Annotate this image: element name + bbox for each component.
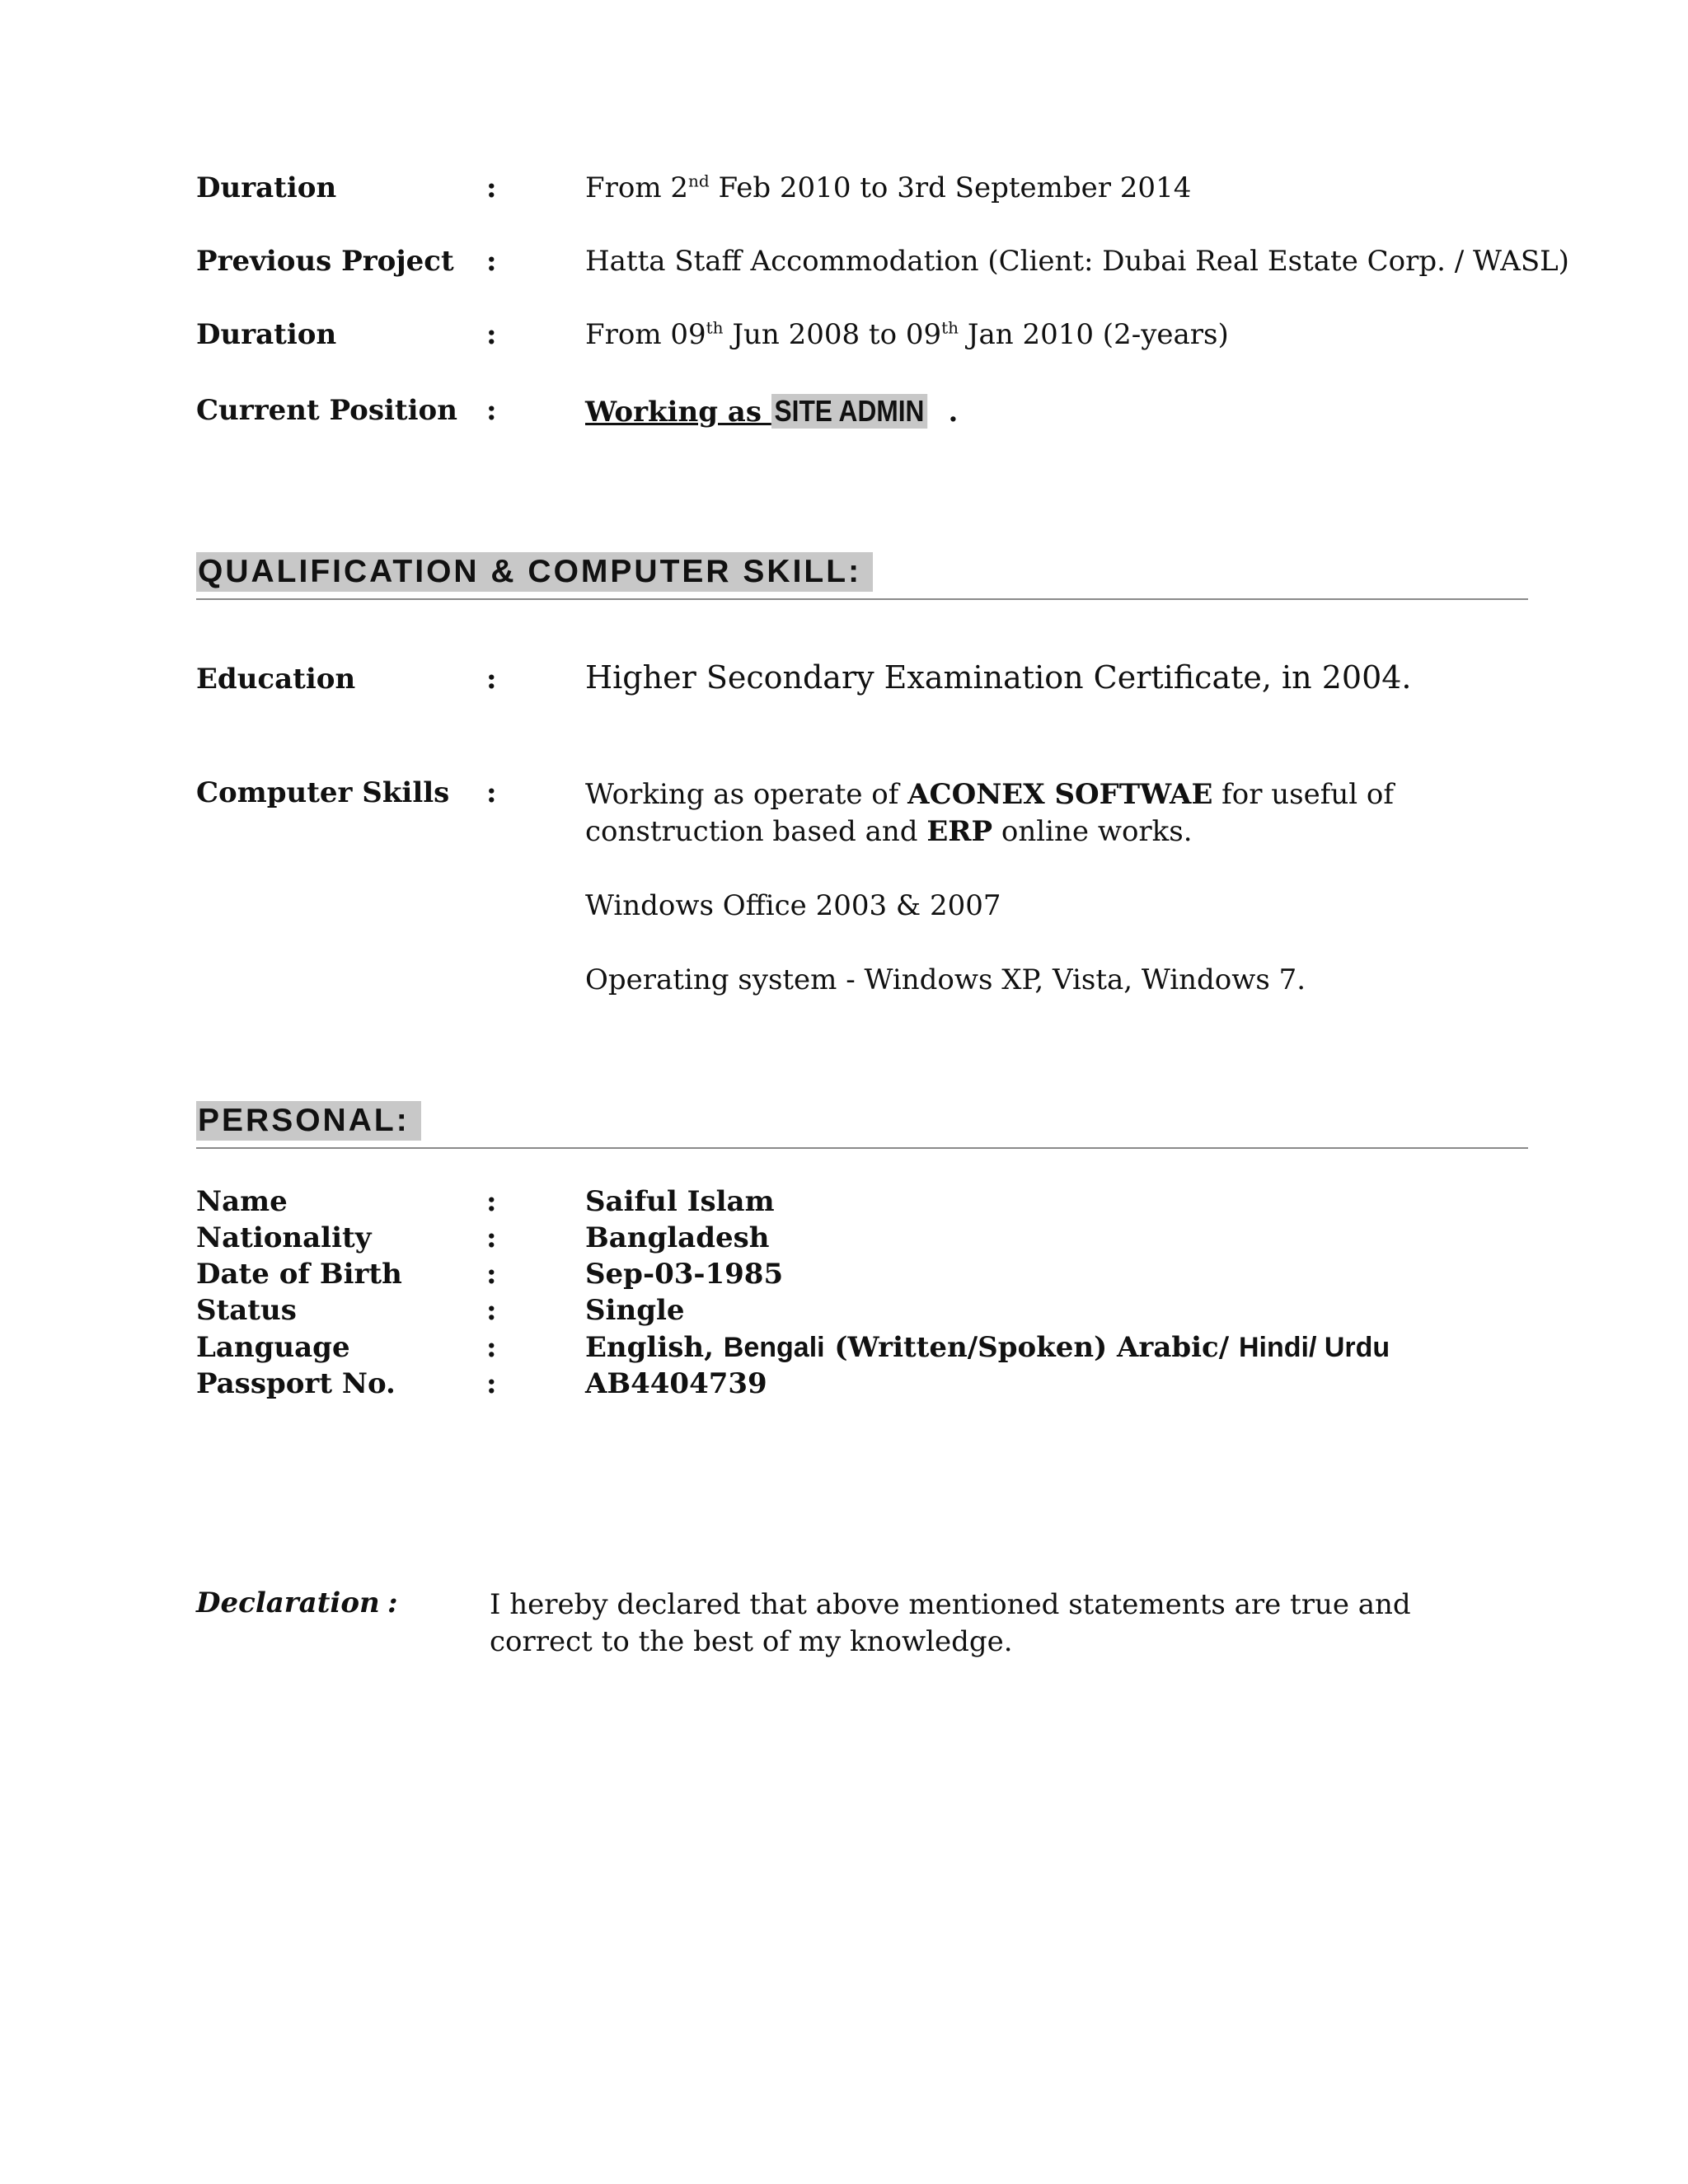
duration-mid: Jun 2008 to 09 — [723, 318, 942, 351]
skill-line-aconex — [585, 776, 1541, 851]
superscript: nd — [688, 171, 710, 191]
duration-rest: Feb 2010 to 3rd September 2014 — [709, 171, 1192, 204]
colon: : — [486, 1221, 497, 1254]
colon: : — [486, 394, 497, 427]
previous-project-value: Hatta Staff Accommodation (Client: Dubai Real Estate Corp. / WASL) — [585, 245, 1569, 278]
passport-label: Passport No. — [196, 1367, 396, 1400]
duration-row-1 — [196, 171, 1531, 221]
current-position-label: Current Position — [196, 394, 457, 427]
colon: : — [486, 663, 497, 696]
personal-row-language — [196, 1331, 1531, 1367]
personal-row-name — [196, 1185, 1531, 1221]
language-part: English, — [585, 1331, 724, 1364]
skill-line-office: Windows Office 2003 & 2007 — [585, 889, 1001, 922]
colon: : — [486, 318, 497, 351]
skill-text: Working as operate of — [585, 778, 908, 811]
previous-project-row — [196, 245, 1569, 294]
education-row — [196, 659, 1531, 709]
section-divider — [196, 598, 1528, 600]
computer-skills-value — [585, 776, 1541, 999]
skill-text: online works. — [992, 815, 1193, 848]
superscript: th — [941, 317, 959, 338]
current-position-row — [196, 394, 1531, 443]
name-value: Saiful Islam — [585, 1185, 775, 1218]
colon: : — [486, 1185, 497, 1218]
language-value — [585, 1331, 1390, 1364]
computer-skills-row — [196, 776, 1531, 1007]
superscript: th — [706, 317, 724, 338]
colon: : — [486, 171, 497, 204]
computer-skills-label: Computer Skills — [196, 776, 450, 809]
colon: : — [486, 245, 497, 278]
duration-value — [585, 318, 1229, 351]
previous-project-label: Previous Project — [196, 245, 454, 278]
duration-from: From 09 — [585, 318, 706, 351]
duration-label: Duration — [196, 171, 337, 204]
section-title: PERSONAL: — [196, 1101, 421, 1141]
colon: : — [486, 776, 497, 809]
status-label: Status — [196, 1294, 297, 1327]
declaration-text: I hereby declared that above mentioned statements are true and correct to the best of my knowledge. — [490, 1588, 1411, 1658]
language-label: Language — [196, 1331, 350, 1364]
personal-section-header — [196, 1101, 1528, 1146]
site-admin-highlight: SITE ADMIN — [771, 394, 927, 429]
language-part: Hindi/ Urdu — [1239, 1332, 1390, 1363]
duration-label: Duration — [196, 318, 337, 351]
dob-value: Sep-03-1985 — [585, 1258, 784, 1291]
duration-end: Jan 2010 (2-years) — [959, 318, 1229, 351]
status-value: Single — [585, 1294, 685, 1327]
language-part: Bengali — [723, 1332, 825, 1363]
section-title: QUALIFICATION & COMPUTER SKILL: — [196, 552, 873, 592]
duration-value — [585, 171, 1191, 204]
colon: : — [486, 1258, 497, 1291]
current-position-value — [585, 394, 958, 429]
language-part: (Written/Spoken) Arabic/ — [824, 1331, 1239, 1364]
nationality-label: Nationality — [196, 1221, 372, 1254]
declaration-colon: : — [387, 1586, 398, 1619]
skill-bold: ERP — [926, 815, 993, 848]
colon: : — [486, 1331, 497, 1364]
current-position-prefix: Working as — [585, 396, 771, 429]
current-position-suffix: . — [948, 396, 959, 429]
nationality-value: Bangladesh — [585, 1221, 770, 1254]
personal-row-status — [196, 1294, 1531, 1330]
duration-row-2 — [196, 318, 1531, 368]
personal-row-passport — [196, 1367, 1531, 1404]
education-label: Education — [196, 663, 356, 696]
declaration-label: Declaration — [196, 1586, 380, 1619]
skill-bold: ACONEX SOFTWAE — [907, 778, 1213, 811]
education-value: Higher Secondary Examination Certificate, in 2004. — [585, 659, 1412, 696]
passport-value: AB4404739 — [585, 1367, 767, 1400]
skill-line-os: Operating system - Windows XP, Vista, Windows 7. — [585, 963, 1306, 996]
qualification-section-header — [196, 552, 1528, 597]
skill-text: for useful of construction based and — [585, 778, 1394, 848]
personal-row-dob — [196, 1258, 1531, 1294]
duration-from: From 2 — [585, 171, 688, 204]
name-label: Name — [196, 1185, 288, 1218]
personal-row-nationality — [196, 1221, 1531, 1258]
colon: : — [486, 1294, 497, 1327]
section-divider — [196, 1147, 1528, 1149]
dob-label: Date of Birth — [196, 1258, 402, 1291]
colon: : — [486, 1367, 497, 1400]
